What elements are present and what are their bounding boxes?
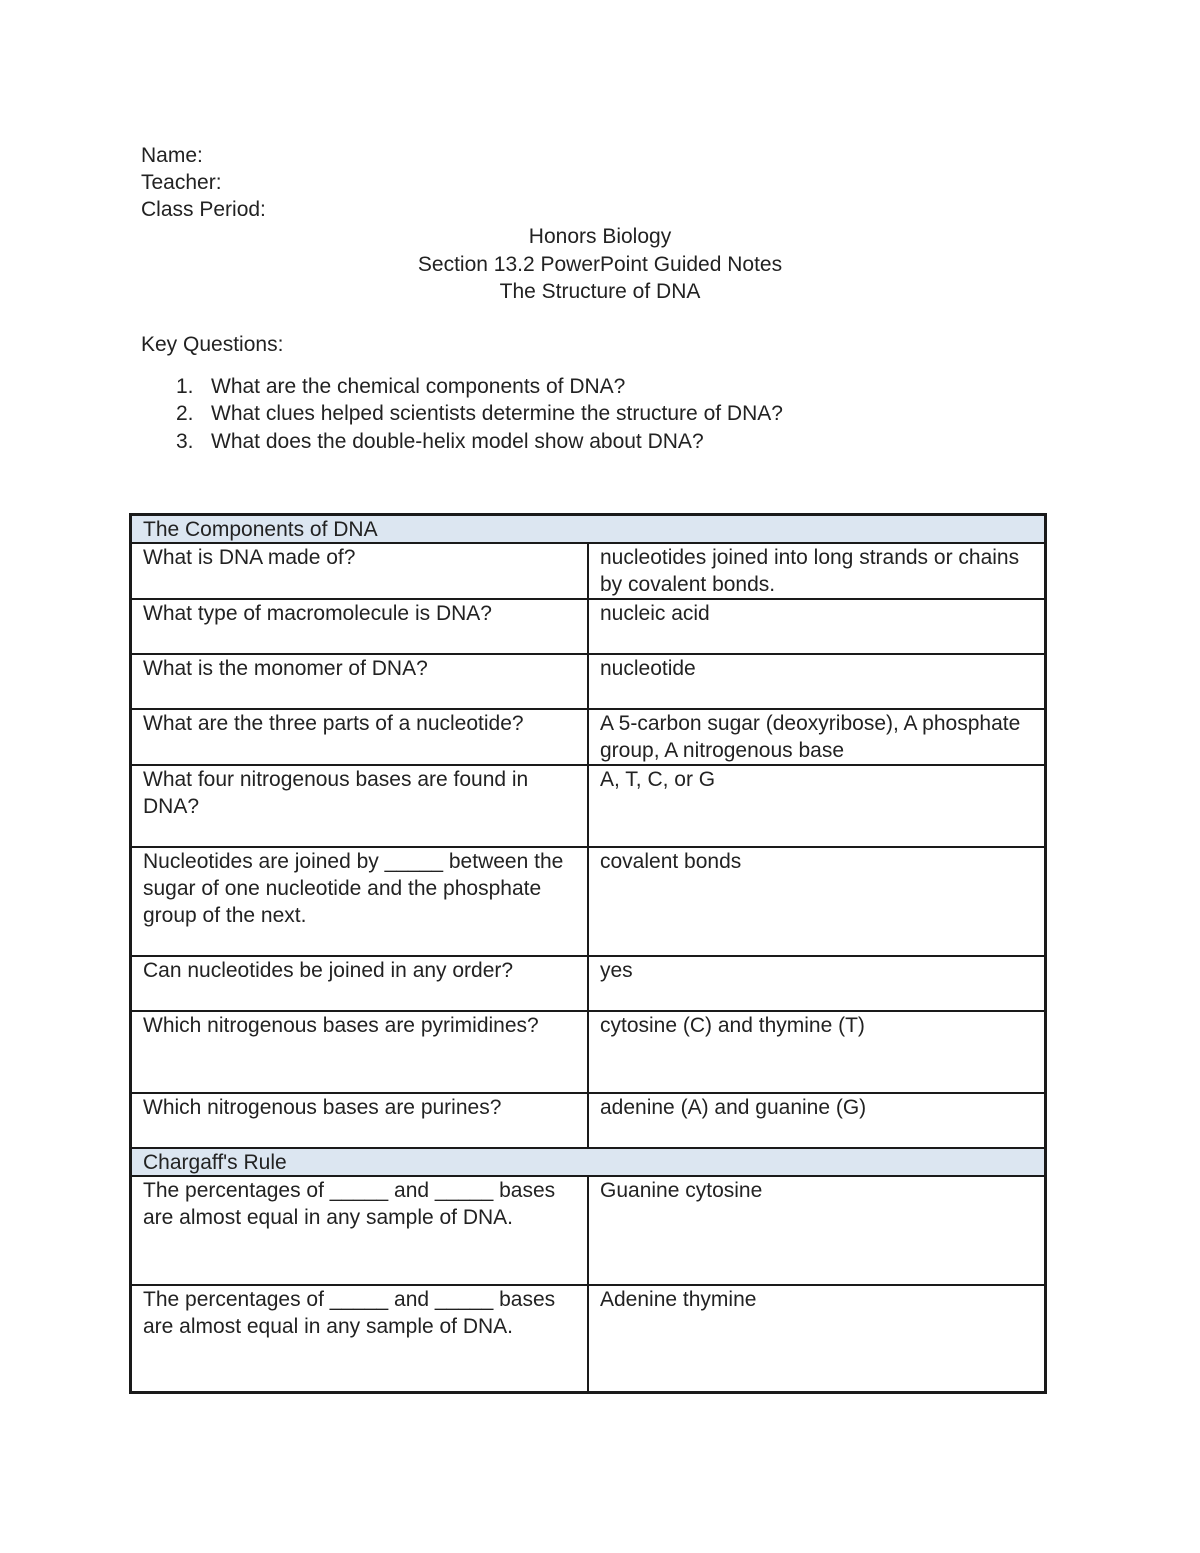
topic-title: The Structure of DNA: [499, 280, 701, 303]
answer-cell[interactable]: A 5-carbon sugar (deoxyribose), A phosphate group, A nitrogenous base: [588, 709, 1046, 765]
table-row: [131, 599, 1046, 654]
key-question-number: 1.: [176, 375, 194, 398]
answer-cell[interactable]: cytosine (C) and thymine (T): [588, 1011, 1046, 1093]
answer-cell[interactable]: covalent bonds: [588, 847, 1046, 956]
answer-cell[interactable]: nucleotides joined into long strands or chains by covalent bonds.: [588, 543, 1046, 599]
class-period-label: Class Period:: [141, 198, 266, 221]
course-title: Honors Biology: [528, 225, 672, 248]
question-cell: What is the monomer of DNA?: [131, 654, 589, 709]
section-header-row: [131, 515, 1046, 544]
table-row: [131, 1176, 1046, 1285]
table-row: [131, 1285, 1046, 1392]
answer-cell[interactable]: Guanine cytosine: [588, 1176, 1046, 1285]
key-questions-label: Key Questions:: [141, 333, 284, 356]
guided-notes-table: [129, 513, 1047, 1394]
section-title: Section 13.2 PowerPoint Guided Notes: [417, 252, 783, 276]
answer-cell[interactable]: yes: [588, 956, 1046, 1011]
key-question-item: [176, 373, 783, 400]
table-row: [131, 654, 1046, 709]
key-question-text: What are the chemical components of DNA?: [211, 375, 626, 398]
document-title: [0, 223, 1200, 306]
answer-cell[interactable]: nucleic acid: [588, 599, 1046, 654]
table-row: [131, 1093, 1046, 1148]
key-question-number: 2.: [176, 402, 194, 426]
question-cell: The percentages of _____ and _____ bases are almost equal in any sample of DNA.: [131, 1176, 589, 1285]
table-row: [131, 543, 1046, 599]
key-question-text: What does the double-helix model show about DNA?: [211, 429, 704, 453]
table-row: [131, 956, 1046, 1011]
section-header-row: [131, 1148, 1046, 1176]
table-row: [131, 847, 1046, 956]
answer-cell[interactable]: A, T, C, or G: [588, 765, 1046, 847]
key-question-item: [176, 428, 783, 455]
question-cell: Can nucleotides be joined in any order?: [131, 956, 589, 1011]
question-cell: What type of macromolecule is DNA?: [131, 599, 589, 654]
key-question-text: What clues helped scientists determine the structure of DNA?: [211, 402, 783, 426]
question-cell: Nucleotides are joined by _____ between the sugar of one nucleotide and the phosphate group of the next.: [131, 847, 589, 956]
key-question-item: [176, 400, 783, 427]
question-cell: The percentages of _____ and _____ bases are almost equal in any sample of DNA.: [131, 1285, 589, 1392]
table-row: [131, 765, 1046, 847]
key-questions-list: [176, 373, 783, 455]
table-row: [131, 709, 1046, 765]
name-label: Name:: [141, 144, 203, 167]
answer-cell[interactable]: adenine (A) and guanine (G): [588, 1093, 1046, 1148]
answer-cell[interactable]: Adenine thymine: [588, 1285, 1046, 1392]
student-info-header: [141, 142, 266, 223]
section-heading-components: The Components of DNA: [131, 515, 1046, 544]
question-cell: Which nitrogenous bases are purines?: [131, 1093, 589, 1148]
teacher-label: Teacher:: [141, 171, 222, 194]
key-question-number: 3.: [176, 429, 194, 453]
question-cell: What four nitrogenous bases are found in DNA?: [131, 765, 589, 847]
question-cell: What is DNA made of?: [131, 543, 589, 599]
question-cell: What are the three parts of a nucleotide?: [131, 709, 589, 765]
table-row: [131, 1011, 1046, 1093]
question-cell: Which nitrogenous bases are pyrimidines?: [131, 1011, 589, 1093]
answer-cell[interactable]: nucleotide: [588, 654, 1046, 709]
section-heading-chargaff: Chargaff's Rule: [131, 1148, 1046, 1176]
